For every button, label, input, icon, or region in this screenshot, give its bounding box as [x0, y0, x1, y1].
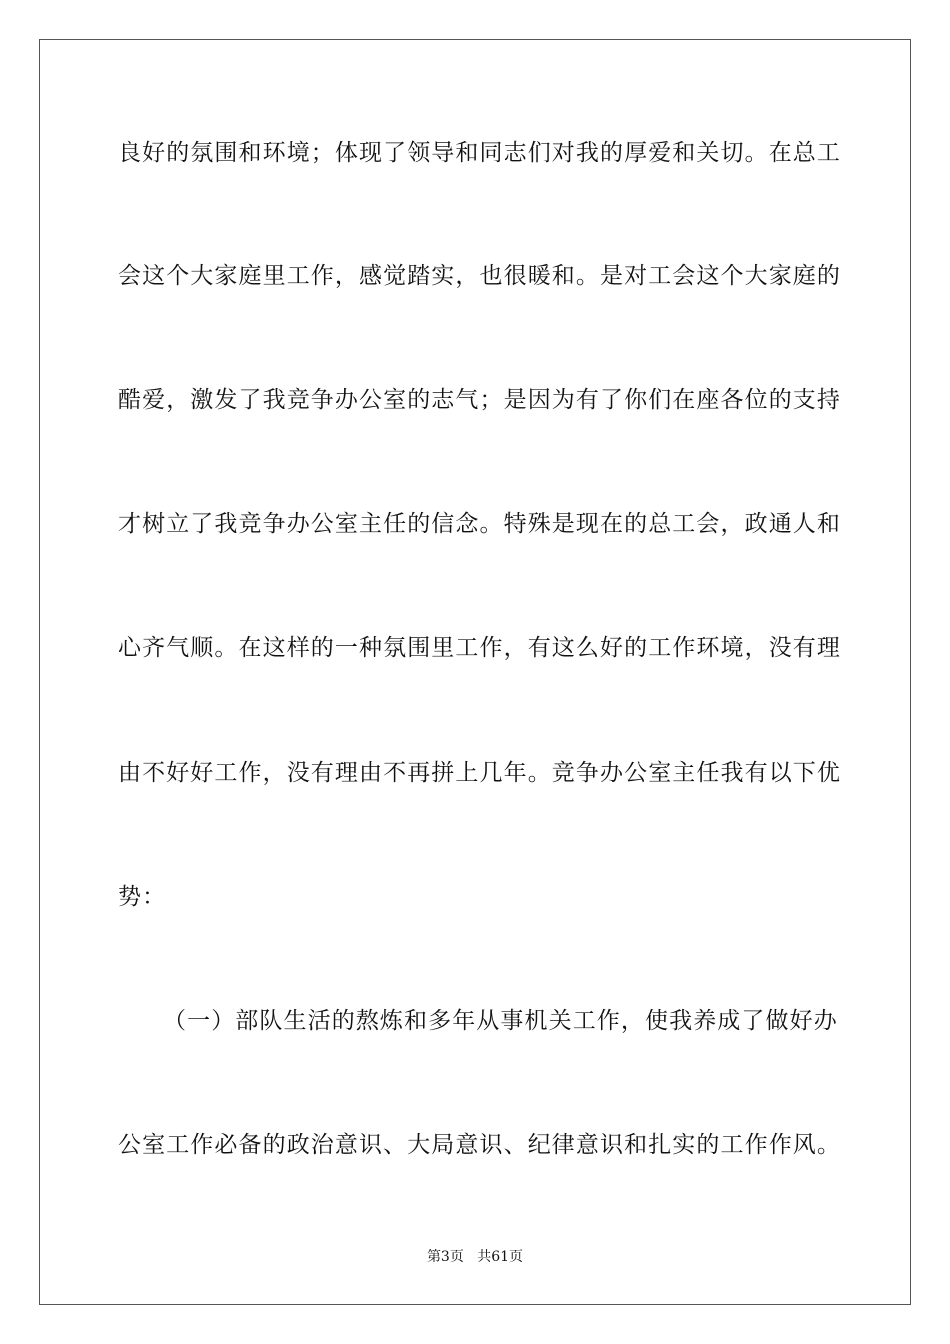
paragraph-line: 势： — [118, 884, 167, 910]
paragraph-line: 才树立了我竞争办公室主任的信念。特殊是现在的总工会，政通人和 — [118, 511, 841, 537]
paragraph-line: 由不好好工作，没有理由不再拼上几年。竞争办公室主任我有以下优 — [118, 760, 841, 786]
paragraph-line: 酷爱，激发了我竞争办公室的志气；是因为有了你们在座各位的支持 — [118, 387, 841, 413]
paragraph-line: 良好的氛围和环境；体现了领导和同志们对我的厚爱和关切。在总工 — [118, 140, 841, 166]
page-border — [39, 39, 911, 1305]
paragraph-line: 心齐气顺。在这样的一种氛围里工作，有这么好的工作环境，没有理 — [118, 635, 841, 661]
page-number: 第3页 — [426, 1249, 464, 1265]
total-pages: 共61页 — [477, 1249, 524, 1265]
paragraph-line: 公室工作必备的政治意识、大局意识、纪律意识和扎实的工作作风。 — [118, 1132, 841, 1158]
paragraph-line-indented: （一）部队生活的熬炼和多年从事机关工作，使我养成了做好办 — [163, 1008, 838, 1034]
paragraph-line: 会这个大家庭里工作，感觉踏实，也很暖和。是对工会这个大家庭的 — [118, 263, 841, 289]
page-footer — [0, 1248, 950, 1266]
